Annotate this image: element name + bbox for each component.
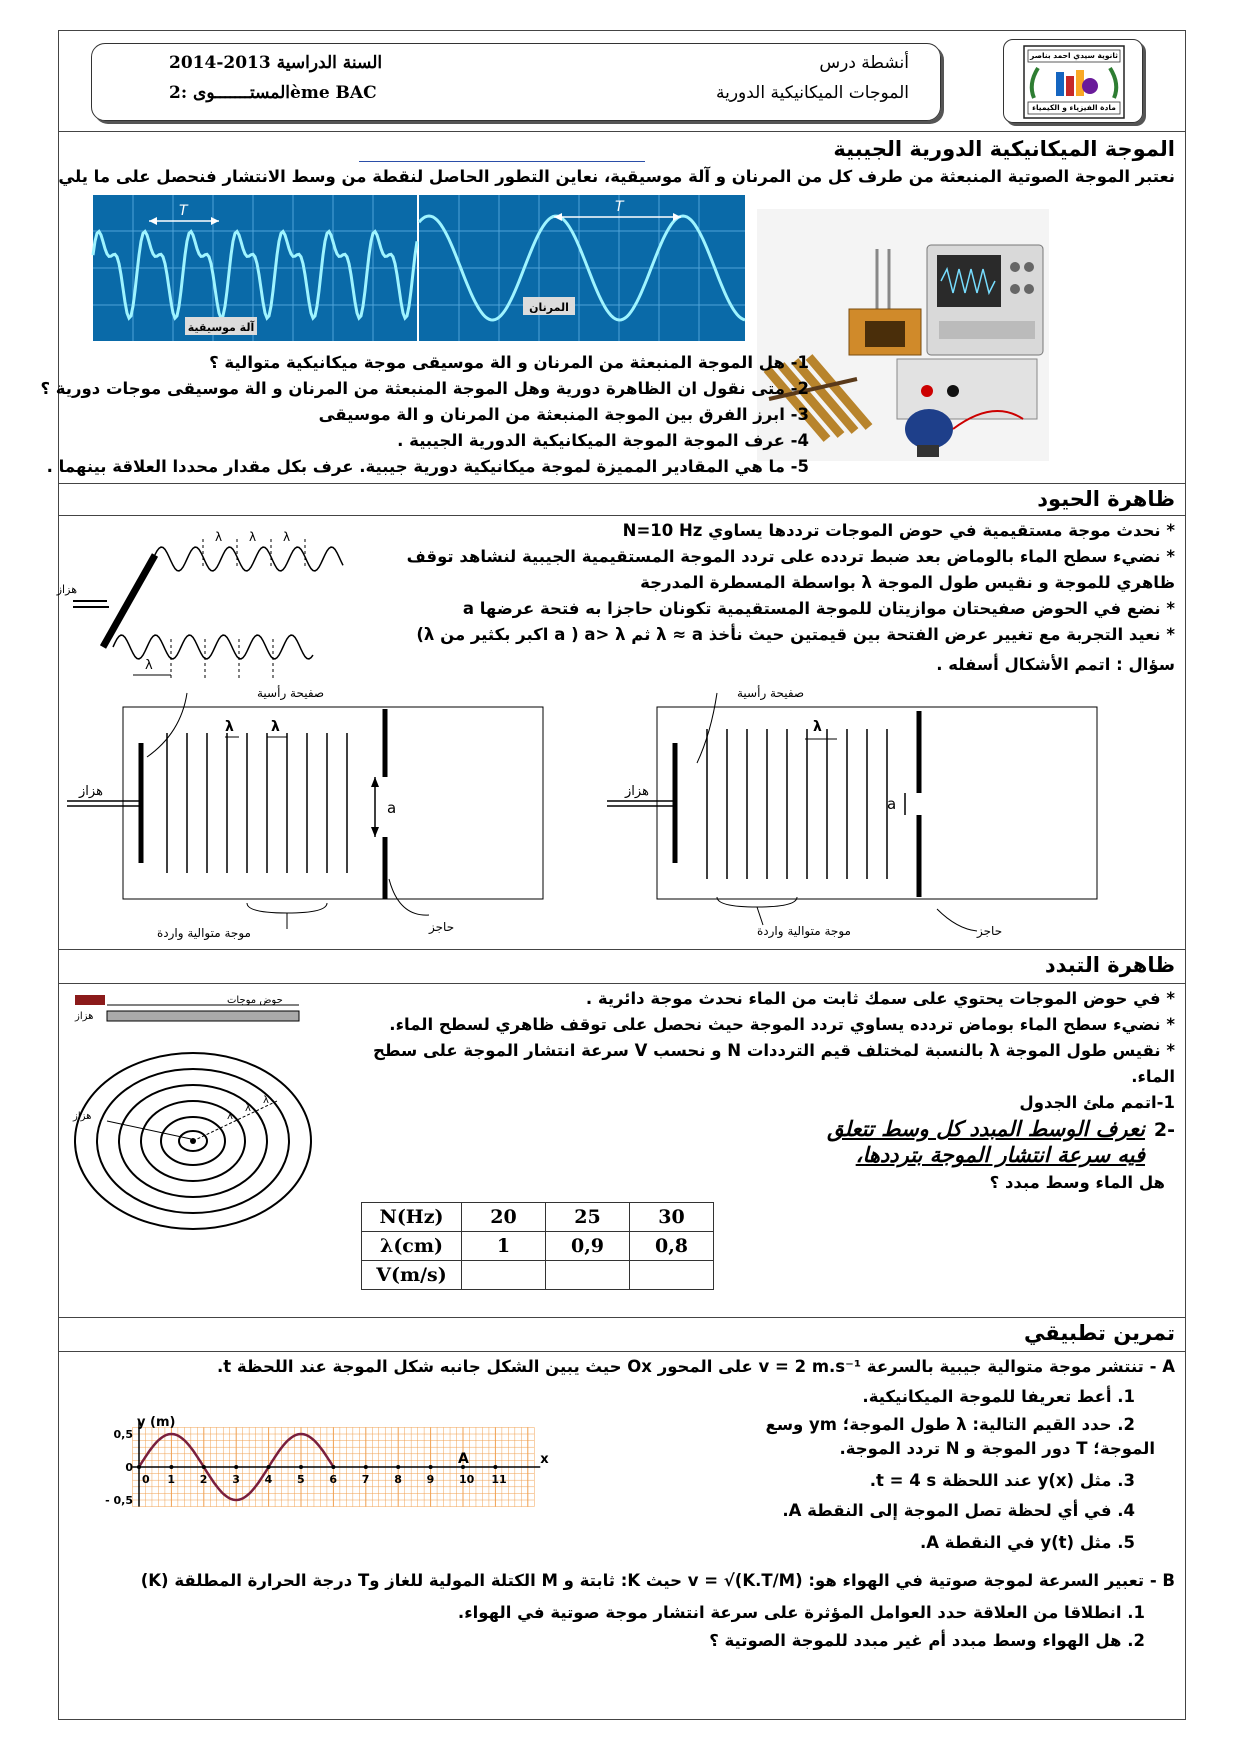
section1-intro: نعتبر الموجة الصوتية المنبعثة من طرف كل من المرنان و آلة موسيقية، نعاين التطور الحاصل لنقطة من وسط الانتشار فنحصل على ما يلي (58, 167, 1175, 186)
n-value-2: 25 (546, 1203, 630, 1232)
s2-line-2: * نضيء سطح الماء بالوماض بعد ضبط تردده على تردد الموجة المستقيمية الجيبية لنشاهد توقف (406, 547, 1175, 566)
divider (59, 131, 1185, 132)
circle-lambda-2: λ (245, 1103, 251, 1114)
v-value-1 (462, 1261, 546, 1290)
s2-line-1: * نحدث موجة مستقيمية في حوض الموجات ترددها يساوي N=10 Hz (622, 521, 1175, 540)
s2-line-5: * نعيد التجربة مع تغيير عرض الفتحة بين قيمتين حيث نأخذ λ ≈ a ثم a> λ ( a اكبر بكثير من λ) (416, 625, 1175, 644)
divider (59, 949, 1185, 950)
s1-question-2: 2- متى نقول ان الظاهرة دورية وهل الموجة المنبعثة من المرنان و الة موسيقى موجات دورية ؟ (40, 379, 809, 398)
section-title-diffraction: ظاهرة الحيود (1037, 487, 1175, 511)
chart-x-label: x (540, 1452, 549, 1467)
sketch-lambda-3: λ (283, 530, 291, 544)
x-tick-label: 4 (264, 1473, 273, 1486)
x-tick-mark (493, 1465, 497, 1469)
wide-plate-label: صفيحة رأسية (257, 686, 325, 700)
s3-q2-line-2: فيه سرعة انتشار الموجة بترددها، (855, 1143, 1145, 1167)
divider (59, 1317, 1185, 1318)
s3-line-2: * نضيء سطح الماء بوماض تردده يساوي تردد الموجة حيث نحصل على توقف ظاهري لسطح الماء. (389, 1015, 1175, 1034)
subject-name: مادة الفيزياء و الكيمياء (1032, 103, 1116, 112)
school-year: السنة الدراسية 2013-2014 (169, 53, 383, 73)
x-tick-mark (331, 1465, 335, 1469)
wide-barrier-label: حاجز (429, 920, 455, 934)
exercise-part-a: A - تنتشر موجة متوالية جيبية بالسرعة v = 2 m.s⁻¹ على المحور Ox حيث يبين الشكل جانبه شكل الموجة عند اللحظة t. (217, 1357, 1175, 1376)
row-label-frequency: N(Hz) (362, 1203, 462, 1232)
table-row (362, 1203, 714, 1232)
tank-vibrator-block (75, 995, 105, 1005)
activities-label: أنشطة درس (819, 53, 909, 73)
s3-q1: 1-اتمم ملئ الجدول (1019, 1093, 1175, 1112)
wide-lambda-1: λ (225, 719, 234, 735)
s3-line-3: * نقيس طول الموجة λ بالنسبة لمختلف قيم الترددات N و نحسب V سرعة انتشار الموجة على سطح (373, 1041, 1175, 1060)
divider (59, 515, 1185, 516)
x-tick-mark (396, 1465, 400, 1469)
tank-label: حوض موجات (227, 995, 283, 1006)
diffraction-figure-wide-slit (79, 679, 607, 941)
table-row (362, 1232, 714, 1261)
b-item-2: 2. هل الهواء وسط مبدد أم غير مبدد للموجة الصوتية ؟ (709, 1631, 1145, 1650)
x-tick-mark (299, 1465, 303, 1469)
s2-line-4: * نضع في الحوض صفيحتان موازيتان للموجة المستقيمية تكونان حاجزا به فتحة عرضها a (462, 599, 1175, 618)
section-title-sinusoidal: الموجة الميكانيكية الدورية الجيبية (833, 137, 1175, 161)
sketch-lambda-bottom: λ (145, 658, 153, 673)
s3-line-4: الماء. (1131, 1067, 1175, 1086)
diffraction-figure-narrow-slit (607, 679, 1127, 941)
row-label-speed: V(m/s) (362, 1261, 462, 1290)
frequency-table (361, 1202, 714, 1290)
a-item-3: 3. مثل y(x) عند اللحظة t = 4 s. (869, 1471, 1135, 1490)
a-item-2-cont: الموجة؛ T دور الموجة و N تردد الموجة. (839, 1439, 1155, 1458)
lambda-value-1: 1 (462, 1232, 546, 1261)
lambda-value-2: 0,9 (546, 1232, 630, 1261)
x-tick-label: 11 (491, 1473, 507, 1486)
x-tick-mark (267, 1465, 271, 1469)
x-tick-label: 3 (232, 1473, 240, 1486)
s3-q2-number: -2 (1153, 1119, 1175, 1141)
wide-slit-a: a (387, 799, 397, 817)
circle-lambda-1: λ (227, 1111, 233, 1122)
x-tick-label: 0 (142, 1473, 150, 1486)
b-item-1: 1. انطلاقا من العلاقة حدد العوامل المؤثرة على سرعة انتشار موجة صوتية في الهواء. (457, 1603, 1145, 1622)
exercise-part-b: B - تعبير السرعة لموجة صوتية في الهواء هو: v = √(K.T/M) حيث K: ثابتة و M الكتلة المولية للغاز وT درجة الحرارة المطلقة (K) (140, 1571, 1175, 1590)
divider (59, 1351, 1185, 1352)
wave-chart (73, 1389, 549, 1569)
x-tick-mark (429, 1465, 433, 1469)
fork-oscillogram (419, 195, 745, 341)
lesson-title: الموجات الميكانيكية الدورية (715, 83, 909, 103)
a-item-1: 1. أعط تعريفا للموجة الميكانيكية. (862, 1387, 1135, 1406)
sketch-vibrator-label: هزاز (56, 583, 77, 596)
n-value-3: 30 (630, 1203, 714, 1232)
chart-y-label: y (m) (137, 1415, 176, 1431)
fork-scope-label: المرنان (529, 301, 569, 314)
x-tick-label: 1 (167, 1473, 176, 1486)
chart-axes (133, 1421, 541, 1507)
x-tick-label: 2 (199, 1473, 208, 1486)
chart-point-a: A (458, 1451, 469, 1467)
lambda-value-3: 0,8 (630, 1232, 714, 1261)
s1-question-5: 5- ما هي المقادير المميزة لموجة ميكانيكية دورية جيبية. عرف بكل مقدار محددا العلاقة بينهما . (46, 457, 809, 476)
school-name: ثانوية سيدي احمد بناصر (1030, 51, 1118, 60)
n-value-1: 20 (462, 1203, 546, 1232)
narrow-vibrator-label: هزاز (625, 784, 649, 799)
tank-vibrator-label: هزاز (75, 1011, 94, 1022)
narrow-barrier-label: حاجز (977, 924, 1003, 938)
x-tick-label: 9 (426, 1473, 435, 1486)
x-tick-label: 5 (297, 1473, 305, 1486)
circle-vibrator-label: هزاز (73, 1111, 92, 1122)
v-value-2 (546, 1261, 630, 1290)
narrow-lambda: λ (813, 719, 822, 735)
x-tick-mark (202, 1465, 206, 1469)
a-item-2: 2. حدد القيم التالية: λ طول الموجة؛ ym وسع (765, 1415, 1135, 1434)
narrow-incident-label: موجة متوالية واردة (757, 924, 851, 938)
divider (59, 983, 1185, 984)
x-tick-mark (137, 1465, 141, 1469)
table-row (362, 1261, 714, 1290)
school-logo (1003, 39, 1143, 123)
v-value-3 (630, 1261, 714, 1290)
music-period-label: T (179, 203, 188, 219)
music-oscillogram (93, 195, 417, 341)
narrow-plate-label: صفيحة رأسية (737, 686, 805, 700)
x-tick-label: 7 (361, 1473, 370, 1486)
wide-vibrator-label: هزاز (79, 784, 103, 799)
x-tick-mark (364, 1465, 368, 1469)
s3-q2-line-1: نعرف الوسط المبدد كل وسط تتعلق (827, 1117, 1145, 1141)
y-tick-label: - 0,5 (105, 1494, 133, 1507)
s3-line-1: * في حوض الموجات يحتوي على سمك ثابت من الماء نحدث موجة دائرية . (585, 989, 1175, 1008)
y-tick-label: 0,5 (113, 1428, 133, 1441)
row-label-wavelength: λ(cm) (362, 1232, 462, 1261)
s2-line-3: ظاهري للموجة و نقيس طول الموجة λ بواسطة المسطرة المدرجة (640, 573, 1175, 592)
s1-question-1: 1- هل الموجة المنبعثة من المرنان و الة موسيقى موجة ميكانيكية متوالية ؟ (209, 353, 809, 372)
music-scope-label: آلة موسيقية (187, 321, 255, 334)
x-tick-mark (169, 1465, 173, 1469)
wide-lambda-2: λ (271, 719, 280, 735)
x-tick-label: 10 (459, 1473, 475, 1486)
worksheet-page (40, 30, 1186, 1720)
level: المستـــــــوى :2ème BAC (169, 83, 377, 103)
a-item-5: 5. مثل y(t) في النقطة A. (920, 1533, 1135, 1552)
s1-question-3: 3- ابرز الفرق بين الموجة المنبعثة من المرنان و الة موسيقى (318, 405, 809, 424)
sketch-lambda-2: λ (249, 530, 257, 544)
x-tick-label: 8 (394, 1473, 402, 1486)
divider (59, 483, 1185, 484)
a-item-4: 4. في أي لحظة تصل الموجة إلى النقطة A. (782, 1501, 1135, 1520)
narrow-slit-a: a (887, 795, 897, 813)
s3-q2-line-3: هل الماء وسط مبدد ؟ (989, 1173, 1165, 1192)
sketch-lambda-1: λ (215, 530, 223, 544)
x-tick-mark (234, 1465, 238, 1469)
circular-wave-sketch (67, 991, 357, 1231)
title-underline (359, 161, 645, 162)
section-title-dispersion: ظاهرة التبدد (1044, 953, 1175, 977)
vibrator-wave-sketch (56, 529, 353, 701)
wide-incident-label: موجة متوالية واردة (157, 926, 251, 940)
section-title-exercise: تمرين تطبيقي (1024, 1321, 1175, 1345)
s2-question: سؤال : اتمم الأشكال أسفله . (936, 655, 1175, 674)
y-tick-label: 0 (125, 1461, 133, 1474)
fork-period-label: T (615, 199, 624, 215)
s1-question-4: 4- عرف الموجة الموجة الميكانيكية الدورية الجيبية . (397, 431, 809, 450)
x-tick-label: 6 (329, 1473, 338, 1486)
circle-lambda-3: λ (263, 1095, 269, 1106)
